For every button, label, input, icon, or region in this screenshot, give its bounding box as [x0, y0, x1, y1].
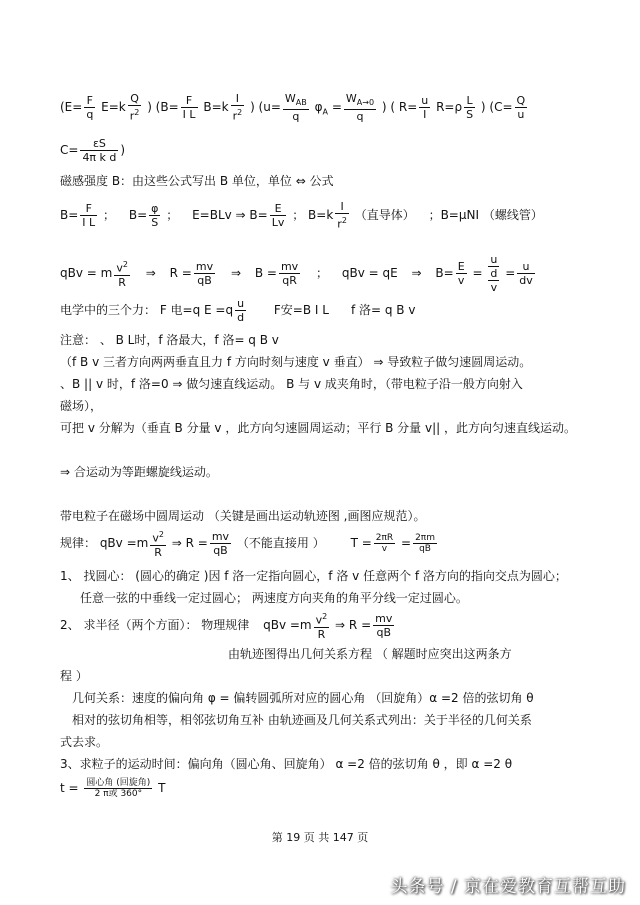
text-spiral: ⇒ 合运动为等距螺旋线运动。 [60, 465, 218, 479]
frac-b-e: $\frac{E}{Lv}$ [271, 201, 285, 229]
formula-line-three-forces: 电学中的三个力： F 电=q E =q $\frac{u}{d}$ F安=B I L f 洛= q B v [60, 297, 416, 324]
text-find-center: 1、 找圆心： (圆心的确定 )因 f 洛一定指向圆心，f 洛 v 任意两个 f 洛方向的指向交点为圆心； [60, 569, 567, 583]
frac-wa: $\frac{W_{A\to 0}}{q}$ [345, 92, 375, 124]
frac-radius-v2-r: $\frac{v^2}{R}$ [315, 612, 328, 641]
frac-r: $\frac{u}{I}$ [421, 94, 429, 122]
text-decompose: 可把 v 分解为（垂直 B 分量 v ，此方向匀速圆周运动；平行 B 分量 v|| ，此方向匀速直线运动。 [60, 421, 577, 435]
frac-radius-mv-qb: $\frac{mv}{qB}$ [375, 611, 393, 639]
formula-line-radius: 2、 求半径（两个方面）： 物理规律 qBv =m $\frac{v^2}{R}$ ⇒ R = $\frac{mv}{qB}$ [60, 611, 393, 641]
text-magnetic-intensity: 磁感强度 B：由这些公式写出 B 单位，单位 ⇔ 公式 [60, 174, 334, 188]
frac-u-d-v: u d v [490, 253, 498, 294]
text-perpendicular: （f B v 三者方向两两垂直且力 f 方向时刻与速度 v 垂直） ⇒ 导致粒子做匀速圆周运动。 [60, 355, 532, 369]
frac-b2: $\frac{I}{r^2}$ [232, 92, 243, 123]
formula-line-rule: 规律： qBv =m $\frac{v^2}{R}$ ⇒ R = $\frac{mv}{qB}$ （不能直接用 ） T = $\frac{2\pi R}{v}$ = $\frac{2\pi m}{qB}$ [60, 529, 435, 559]
frac-b2-flux: $\frac{\varphi}{S}$ [151, 201, 159, 229]
text-chord-angle: 相对的弦切角相等，相邻弦切角互补 由轨迹画及几何关系式列出：关于半径的几何关系 [72, 713, 532, 727]
text-perpendicular-bisector: 任意一弦的中垂线一定过圆心； 两速度方向夹角的角平分线一定过圆心。 [80, 591, 468, 605]
text-parallel: 、B || v 时，f 洛=0 ⇒ 做匀速直线运动。 B 与 v 成夹角时，（带电粒子沿一般方向射入 [60, 377, 523, 391]
frac-u: $\frac{W_{AB}}{q}$ [284, 92, 307, 124]
text-note: 注意： 、 B L时，f 洛最大，f 洛= q B v [60, 333, 279, 347]
frac-v2-r: $\frac{v^2}{R}$ [116, 260, 128, 289]
frac-r2: $\frac{L}{S}$ [466, 94, 474, 122]
formula-line-lorentz: qBv = m $\frac{v^2}{R}$ ⇒ R = $\frac{mv}{qB}$ ⇒ B = $\frac{mv}{qR}$ ； qBv = qE ⇒ B= $\frac{E}{v}$ = u d v = $\frac{u}{dv}$ [60, 253, 533, 294]
frac-u-d: $\frac{u}{d}$ [237, 297, 245, 324]
frac-b-k: $\frac{I}{r^2}$ [337, 200, 347, 231]
section-heading-circular-motion: 带电粒子在磁场中圆周运动 （关键是画出运动轨迹图 ,画图应规范）。 [60, 509, 426, 523]
frac-c: $\frac{Q}{u}$ [516, 94, 526, 122]
text-solve: 式去求。 [60, 735, 109, 749]
frac-r-mv-qb: $\frac{mv}{qB}$ [195, 260, 214, 287]
frac-rule-v2-r: $\frac{v^2}{R}$ [152, 530, 164, 559]
formula-line-definitions: (E= $\frac{F}{q}$ E=k $\frac{Q}{r^2}$ ) (B= $\frac{F}{\text{I L}}$ B=k $\frac{I}{r^2}$ ) (u= $\frac{W_{AB}}{q}$ $\varphi_A$ = $\frac{W_{A\to 0}}{q}$ ) ( R= $\frac{u}{I}$ R=ρ $\frac{L}{S}$ ) (C= $\frac{Q}{u}$ [60, 92, 526, 124]
frac-u-dv: $\frac{u}{dv}$ [519, 260, 533, 287]
frac-b-mv-qr: $\frac{mv}{qR}$ [280, 260, 299, 287]
page-footer: 第 19 页 共 147 页 [271, 831, 369, 844]
frac-rule-mv-qb: $\frac{mv}{qB}$ [211, 529, 230, 557]
text-geometry-equation: 由轨迹图得出几何关系方程 （ 解题时应突出这两条方 [228, 647, 512, 661]
frac-b1: $\frac{F}{\text{I L}}$ [82, 201, 96, 229]
text-equation-end: 程 ） [60, 669, 88, 683]
frac-capacitance: $\frac{\varepsilon S}{\text{4π k d}}$ [82, 137, 117, 164]
frac-e2: $\frac{Q}{r^2}$ [129, 92, 140, 123]
frac-b: $\frac{F}{\text{I L}}$ [182, 94, 196, 122]
formula-line-b-units: B= $\frac{F}{\text{I L}}$ ； B= $\frac{\varphi}{S}$ ； E=BLv ⇒ B= $\frac{E}{Lv}$ ； B=k $\frac{I}{r^2}$ （直导体） ；B=μNI （螺线管） [60, 200, 543, 231]
watermark: 头条号 / 京在爱教育互帮互助 [390, 877, 626, 897]
formula-line-time: t = $\frac{\text{圆心角 (回旋角)}}{\text{2 π或 360°}}$ T [60, 778, 166, 799]
frac-time: $\frac{\text{圆心角 (回旋角)}}{\text{2 π或 360°}}$ [86, 778, 151, 799]
text-motion-time: 3、求粒子的运动时间：偏向角（圆心角、回旋角） α =2 倍的弦切角 θ ，即 α =2 θ [60, 757, 513, 771]
frac-e-v: $\frac{E}{v}$ [457, 260, 465, 287]
frac-e: $\frac{F}{q}$ [86, 94, 94, 122]
text-geometry-relation: 几何关系：速度的偏向角 φ = 偏转圆弧所对应的圆心角 （回旋角）α =2 倍的弦切角 θ [72, 691, 534, 705]
frac-t-2pim-qb: $\frac{2\pi m}{qB}$ [415, 532, 435, 554]
text-field: 磁场）， [60, 399, 103, 413]
formula-line-capacitance: C= $\frac{\varepsilon S}{\text{4π k d}}$ ) [60, 137, 126, 164]
frac-t-2pir-v: $\frac{2\pi R}{v}$ [375, 532, 394, 554]
